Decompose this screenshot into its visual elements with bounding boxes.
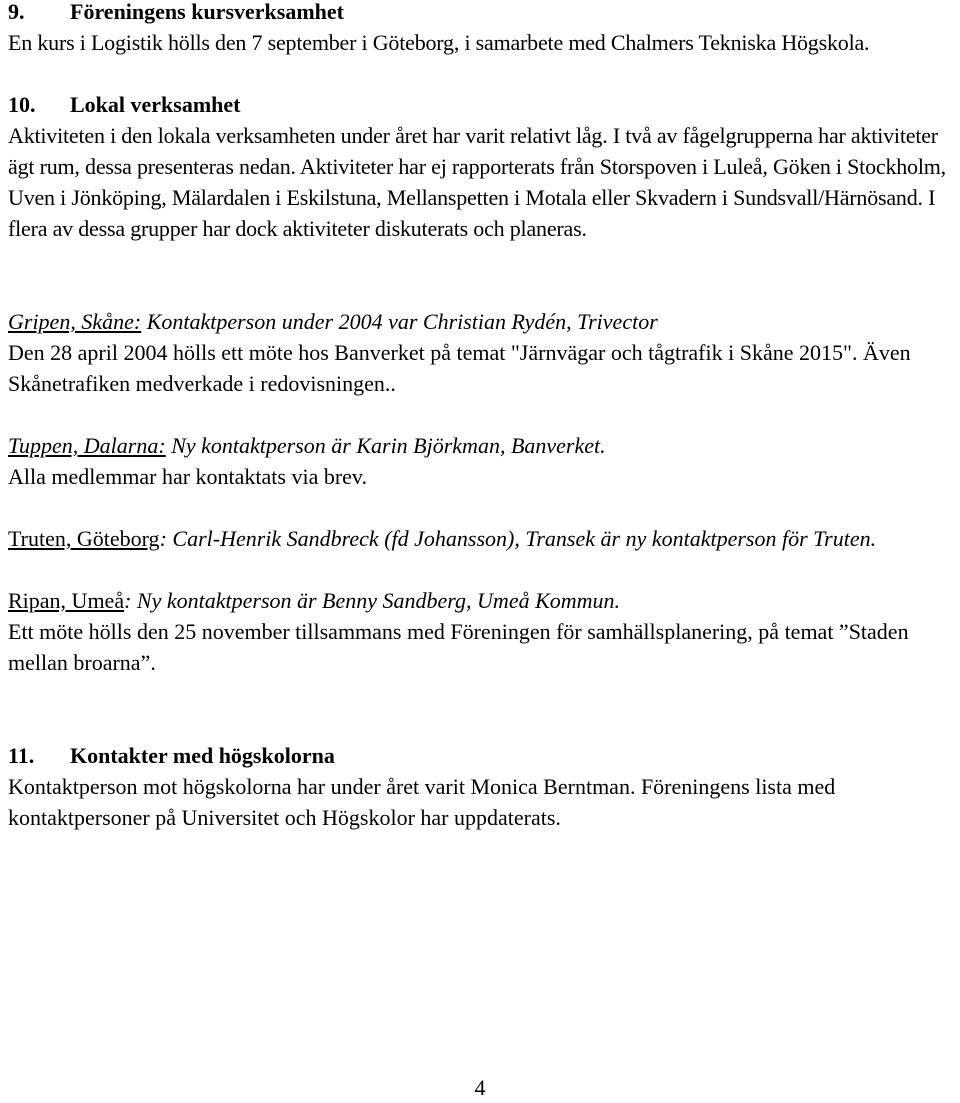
spacer: [8, 554, 958, 585]
section-9-heading: [8, 0, 958, 27]
group-gripen-text: Den 28 april 2004 hölls ett möte hos Banverket på temat "Järnvägar och tågtrafik i Skåne 2015". Även Skånetrafiken medverkade i redovisningen..: [8, 340, 911, 396]
spacer: [8, 492, 958, 523]
group-contact: Kontaktperson under 2004 var Christian Rydén, Trivector: [141, 309, 658, 334]
page-number: 4: [474, 1075, 486, 1100]
group-tuppen-text: Alla medlemmar har kontaktats via brev.: [8, 464, 368, 489]
section-11-text: Kontaktperson mot högskolorna har under året varit Monica Berntman. Föreningens lista med kontaktpersoner på Universitet och Högskolor har uppdaterats.: [8, 774, 836, 830]
section-title: Föreningens kursverksamhet: [70, 0, 344, 24]
section-9-text: En kurs i Logistik hölls den 7 september i Göteborg, i samarbete med Chalmers Tekniska Högskola.: [8, 30, 870, 55]
group-ripan: [8, 585, 958, 616]
group-tuppen: [8, 430, 958, 461]
group-name: Truten, Göteborg: [8, 526, 160, 551]
group-truten: [8, 523, 958, 554]
section-title: Kontakter med högskolorna: [70, 743, 335, 768]
section-title: Lokal verksamhet: [70, 92, 241, 117]
group-contact: : Ny kontaktperson är Benny Sandberg, Umeå Kommun.: [124, 588, 621, 613]
group-gripen: [8, 306, 958, 337]
section-number: 10.: [8, 92, 36, 117]
section-10-text: Aktiviteten i den lokala verksamheten under året har varit relativt låg. I två av fågelgrupperna har aktiviteter ägt rum, dessa presenteras nedan. Aktiviteter har ej rapporterats från Storspoven i Luleå, Göken i Stockholm, Uven i Jönköping, Mälardalen i Eskilstuna, Mellanspetten i Motala eller Skvadern i Sundsvall/Härnösand. I flera av dessa grupper har dock aktiviteter diskuterats och planeras.: [8, 123, 946, 241]
section-number: 9.: [8, 0, 25, 24]
group-name: Gripen, Skåne:: [8, 309, 142, 334]
spacer: [8, 58, 958, 89]
document-page: [8, 0, 958, 833]
group-name: Ripan, Umeå: [8, 588, 125, 613]
section-11-heading: [8, 740, 958, 771]
group-name: Tuppen, Dalarna:: [8, 433, 166, 458]
spacer: [8, 244, 958, 306]
spacer: [8, 678, 958, 740]
section-number: 11.: [8, 743, 35, 768]
group-contact: : Carl-Henrik Sandbreck (fd Johansson), Transek är ny kontaktperson för Truten.: [159, 526, 877, 551]
group-contact: Ny kontaktperson är Karin Björkman, Banverket.: [165, 433, 606, 458]
section-10-heading: [8, 89, 958, 120]
group-ripan-text: Ett möte hölls den 25 november tillsammans med Föreningen för samhällsplanering, på temat ”Staden mellan broarna”.: [8, 619, 909, 675]
spacer: [8, 399, 958, 430]
